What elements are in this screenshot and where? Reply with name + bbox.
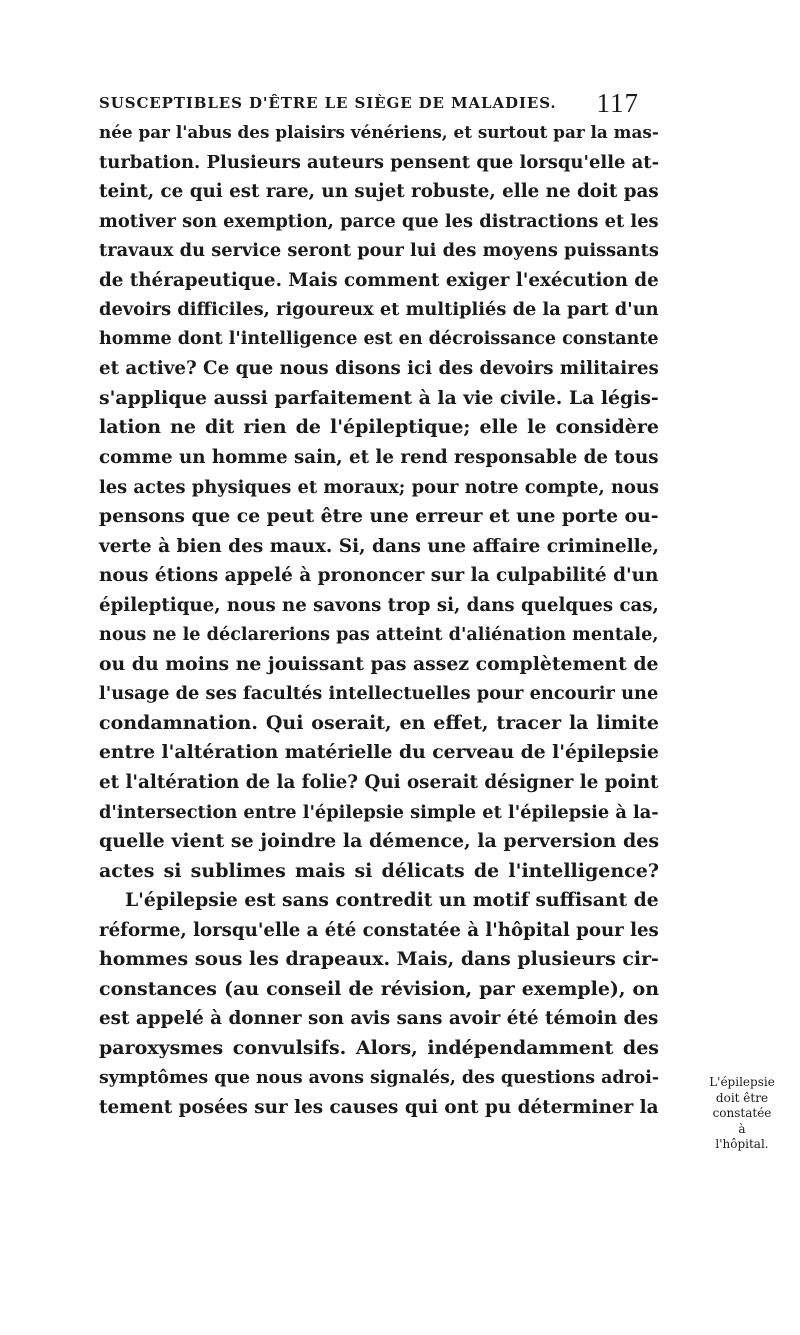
text-line: l'usage de ses facultés intellectuelles pour encourir une: [99, 683, 659, 705]
text-line: condamnation. Qui oserait, en effet, tracer la limite: [99, 711, 659, 734]
running-title: SUSCEPTIBLES D'ÊTRE LE SIÈGE DE MALADIES.: [99, 94, 557, 112]
text-line: hommes sous les drapeaux. Mais, dans plusieurs cir-: [99, 948, 659, 971]
margin-note-line: L'épilepsie: [709, 1075, 775, 1089]
text-line: nous ne le déclarerions pas atteint d'aliénation mentale,: [99, 624, 659, 646]
margin-note: [692, 1075, 792, 1153]
running-head: [99, 90, 639, 120]
text-line: homme dont l'intelligence est en décroissance constante: [99, 328, 659, 349]
text-line: tement posées sur les causes qui ont pu déterminer la: [99, 1097, 659, 1119]
text-line: motiver son exemption, parce que les distractions et les: [99, 210, 659, 232]
text-line: les actes physiques et moraux; pour notre compte, nous: [99, 476, 659, 498]
text-line: travaux du service seront pour lui des moyens puissants: [99, 240, 659, 262]
text-line: d'intersection entre l'épilepsie simple et l'épilepsie à la-: [99, 801, 659, 823]
text-line: de thérapeutique. Mais comment exiger l'exécution de: [99, 269, 659, 291]
text-line: comme un homme sain, et le rend responsable de tous: [99, 447, 659, 469]
page-number: 117: [596, 88, 639, 118]
text-line: épileptique, nous ne savons trop si, dans quelques cas,: [99, 594, 659, 616]
text-line: turbation. Plusieurs auteurs pensent que lorsqu'elle at-: [99, 151, 660, 173]
text-line: teint, ce qui est rare, un sujet robuste, elle ne doit pas: [99, 181, 659, 203]
margin-note-line: à: [738, 1121, 746, 1136]
text-line: symptômes que nous avons signalés, des questions adroi-: [99, 1067, 660, 1088]
text-line: s'applique aussi parfaitement à la vie civile. La légis-: [99, 386, 659, 409]
text-line: nous étions appelé à prononcer sur la culpabilité d'un: [99, 565, 659, 587]
text-line: quelle vient se joindre la démence, la perversion des: [99, 830, 660, 853]
text-line: paroxysmes convulsifs. Alors, indépendamment des: [99, 1036, 659, 1059]
text-line: est appelé à donner son avis sans avoir été témoin des: [99, 1008, 659, 1030]
text-line: née par l'abus des plaisirs vénériens, et surtout par la mas-: [99, 122, 659, 142]
text-line: pensons que ce peut être une erreur et une porte ou-: [99, 505, 659, 528]
margin-note-line: l'hôpital.: [715, 1137, 769, 1151]
text-line: lation ne dit rien de l'épileptique; elle le considère: [99, 416, 659, 439]
margin-note-line: doit être: [715, 1090, 769, 1105]
text-line: constances (au conseil de révision, par exemple), on: [99, 977, 660, 1000]
text-line: réforme, lorsqu'elle a été constatée à l'hôpital pour les: [99, 919, 659, 941]
text-line: verte à bien des maux. Si, dans une affaire criminelle,: [99, 535, 659, 557]
text-line: et active? Ce que nous disons ici des devoirs militaires: [99, 358, 659, 380]
text-line: entre l'altération matérielle du cerveau de l'épilepsie: [99, 741, 659, 764]
margin-note-line: constatée: [712, 1106, 772, 1120]
text-line: et l'altération de la folie? Qui oserait désigner le point: [99, 772, 659, 794]
text-line: devoirs difficiles, rigoureux et multipliés de la part d'un: [99, 299, 659, 321]
paragraph-start-line: L'épilepsie est sans contredit un motif suffisant de: [125, 889, 659, 912]
body-text: [99, 118, 659, 1123]
text-line: ou du moins ne jouissant pas assez complètement de: [99, 652, 659, 675]
text-line: actes si sublimes mais si délicats de l'intelligence?: [99, 859, 659, 882]
